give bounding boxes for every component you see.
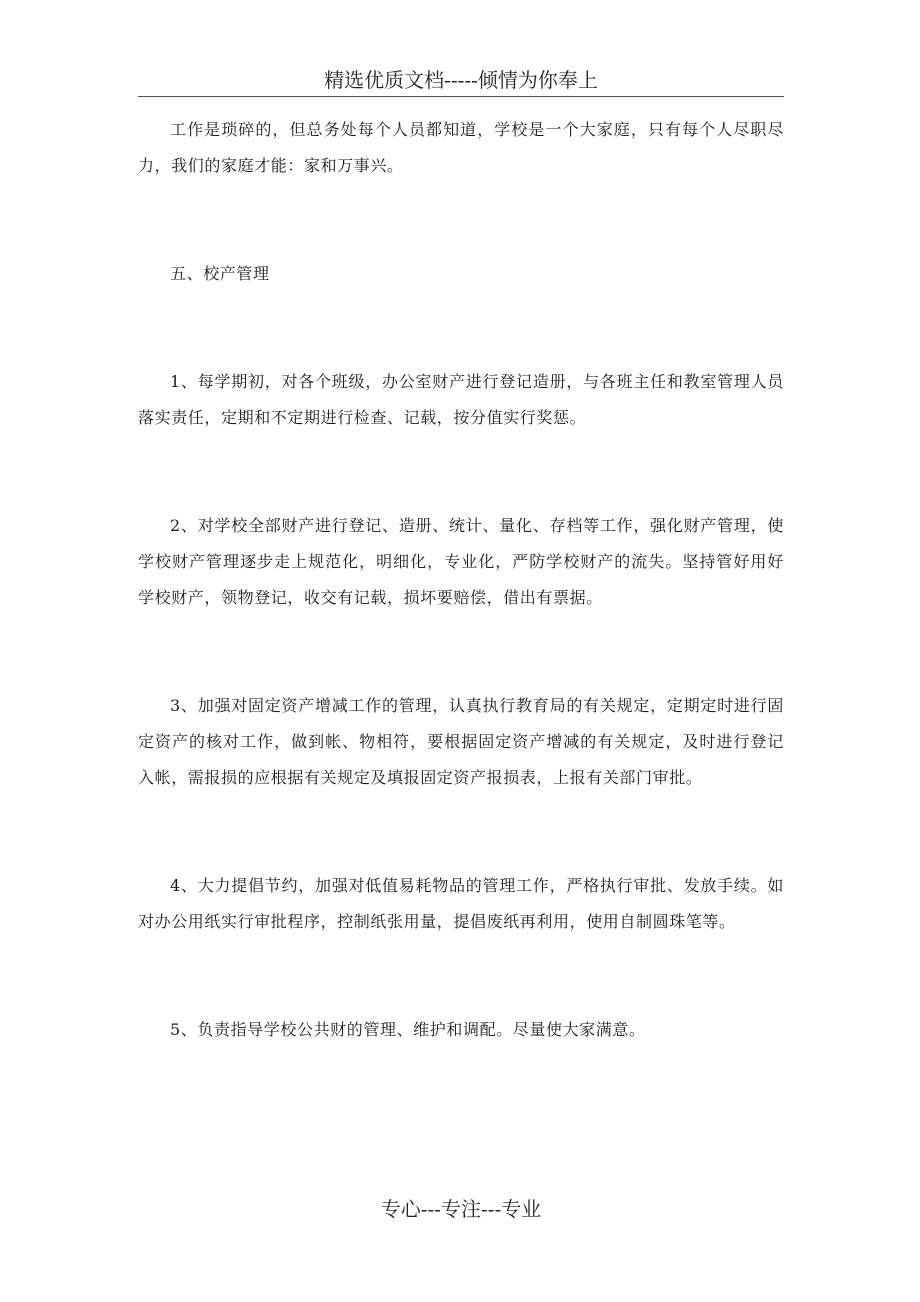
paragraph-intro: 工作是琐碎的，但总务处每个人员都知道，学校是一个大家庭，只有每个人尽职尽力，我们的家庭才能：家和万事兴。: [138, 120, 784, 175]
header-divider: [138, 96, 784, 97]
page-header-title: 精选优质文档-----倾情为你奉上: [324, 68, 598, 92]
document-body: [138, 112, 784, 1048]
paragraph-item-1: 1、每学期初，对各个班级，办公室财产进行登记造册，与各班主任和教室管理人员落实责任，定期和不定期进行检查、记载，按分值实行奖惩。: [138, 372, 784, 427]
paragraph-item-2: 2、对学校全部财产进行登记、造册、统计、量化、存档等工作，强化财产管理，使学校财产管理逐步走上规范化，明细化，专业化，严防学校财产的流失。坚持管好用好学校财产，领物登记，收交有记载，损坏要赔偿，借出有票据。: [138, 516, 784, 607]
paragraph-item-3: 3、加强对固定资产增减工作的管理，认真执行教育局的有关规定，定期定时进行固定资产的核对工作，做到帐、物相符，要根据固定资产增减的有关规定，及时进行登记入帐，需报损的应根据有关规定及填报固定资产报损表，上报有关部门审批。: [138, 696, 784, 787]
section-heading-school-property: 五、校产管理: [170, 264, 270, 283]
paragraph-item-5: 5、负责指导学校公共财的管理、维护和调配。尽量使大家满意。: [170, 1020, 646, 1039]
page-footer-text: 专心---专注---专业: [380, 1197, 542, 1221]
paragraph-item-4: 4、大力提倡节约，加强对低值易耗物品的管理工作，严格执行审批、发放手续。如对办公用纸实行审批程序，控制纸张用量，提倡废纸再利用，使用自制圆珠笔等。: [138, 876, 784, 931]
